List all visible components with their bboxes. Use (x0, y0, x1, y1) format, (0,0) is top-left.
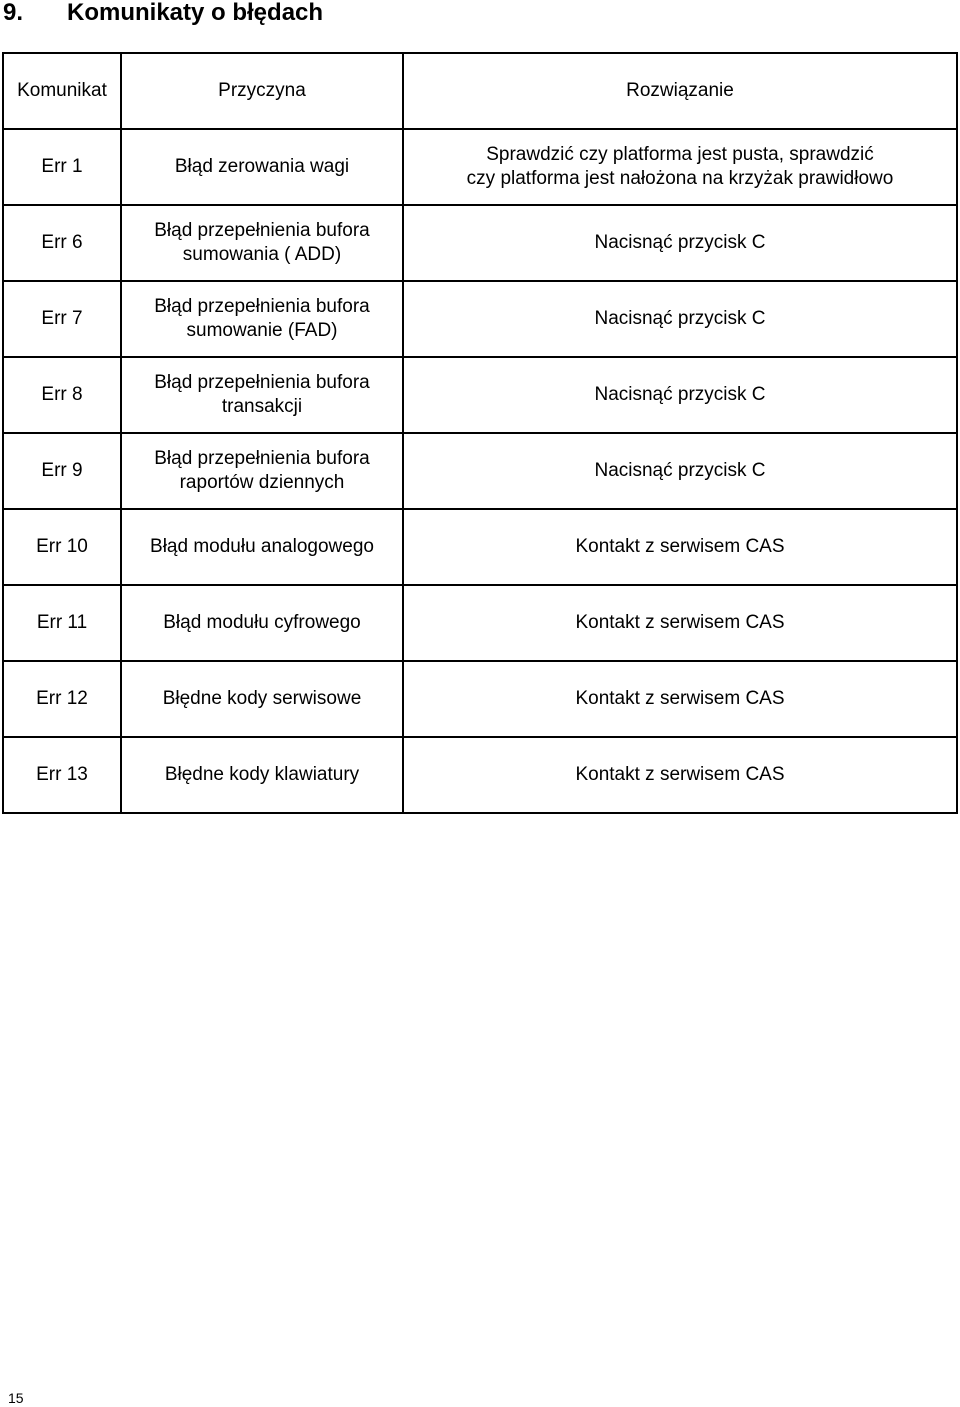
table-header-row (3, 53, 957, 129)
table-row (3, 433, 957, 509)
error-cause: Błędne kody serwisowe (121, 661, 403, 737)
error-solution: Kontakt z serwisem CAS (403, 585, 957, 661)
table-row (3, 509, 957, 585)
table-row (3, 357, 957, 433)
table-row (3, 205, 957, 281)
error-code: Err 6 (3, 205, 121, 281)
header-przyczyna: Przyczyna (121, 53, 403, 129)
error-cause: Błąd zerowania wagi (121, 129, 403, 205)
table-row (3, 585, 957, 661)
error-cause: Błąd modułu analogowego (121, 509, 403, 585)
error-solution: Kontakt z serwisem CAS (403, 509, 957, 585)
section-title: Komunikaty o błędach (67, 0, 324, 26)
error-cause: Błąd przepełnienia bufora transakcji (121, 357, 403, 433)
error-code: Err 12 (3, 661, 121, 737)
table-row (3, 737, 957, 813)
error-cause: Błąd przepełnienia bufora sumowania ( ADD) (121, 205, 403, 281)
error-messages-table (2, 52, 958, 814)
error-solution: Sprawdzić czy platforma jest pusta, sprawdzić czy platforma jest nałożona na krzyżak prawidłowo (403, 129, 957, 205)
header-komunikat: Komunikat (3, 53, 121, 129)
error-cause: Błąd przepełnienia bufora sumowanie (FAD) (121, 281, 403, 357)
error-solution: Nacisnąć przycisk C (403, 281, 957, 357)
error-cause: Błędne kody klawiatury (121, 737, 403, 813)
section-number: 9. (3, 0, 24, 26)
table-row (3, 129, 957, 205)
error-solution: Nacisnąć przycisk C (403, 205, 957, 281)
table-row (3, 661, 957, 737)
header-rozwiazanie: Rozwiązanie (403, 53, 957, 129)
error-code: Err 7 (3, 281, 121, 357)
error-solution: Kontakt z serwisem CAS (403, 737, 957, 813)
error-solution: Nacisnąć przycisk C (403, 357, 957, 433)
table-row (3, 281, 957, 357)
error-code: Err 8 (3, 357, 121, 433)
section-heading (0, 0, 323, 26)
page-number: 15 (8, 1390, 24, 1406)
error-solution: Nacisnąć przycisk C (403, 433, 957, 509)
error-code: Err 1 (3, 129, 121, 205)
error-code: Err 9 (3, 433, 121, 509)
error-code: Err 11 (3, 585, 121, 661)
error-solution: Kontakt z serwisem CAS (403, 661, 957, 737)
error-cause: Błąd przepełnienia bufora raportów dziennych (121, 433, 403, 509)
error-code: Err 10 (3, 509, 121, 585)
error-cause: Błąd modułu cyfrowego (121, 585, 403, 661)
error-code: Err 13 (3, 737, 121, 813)
